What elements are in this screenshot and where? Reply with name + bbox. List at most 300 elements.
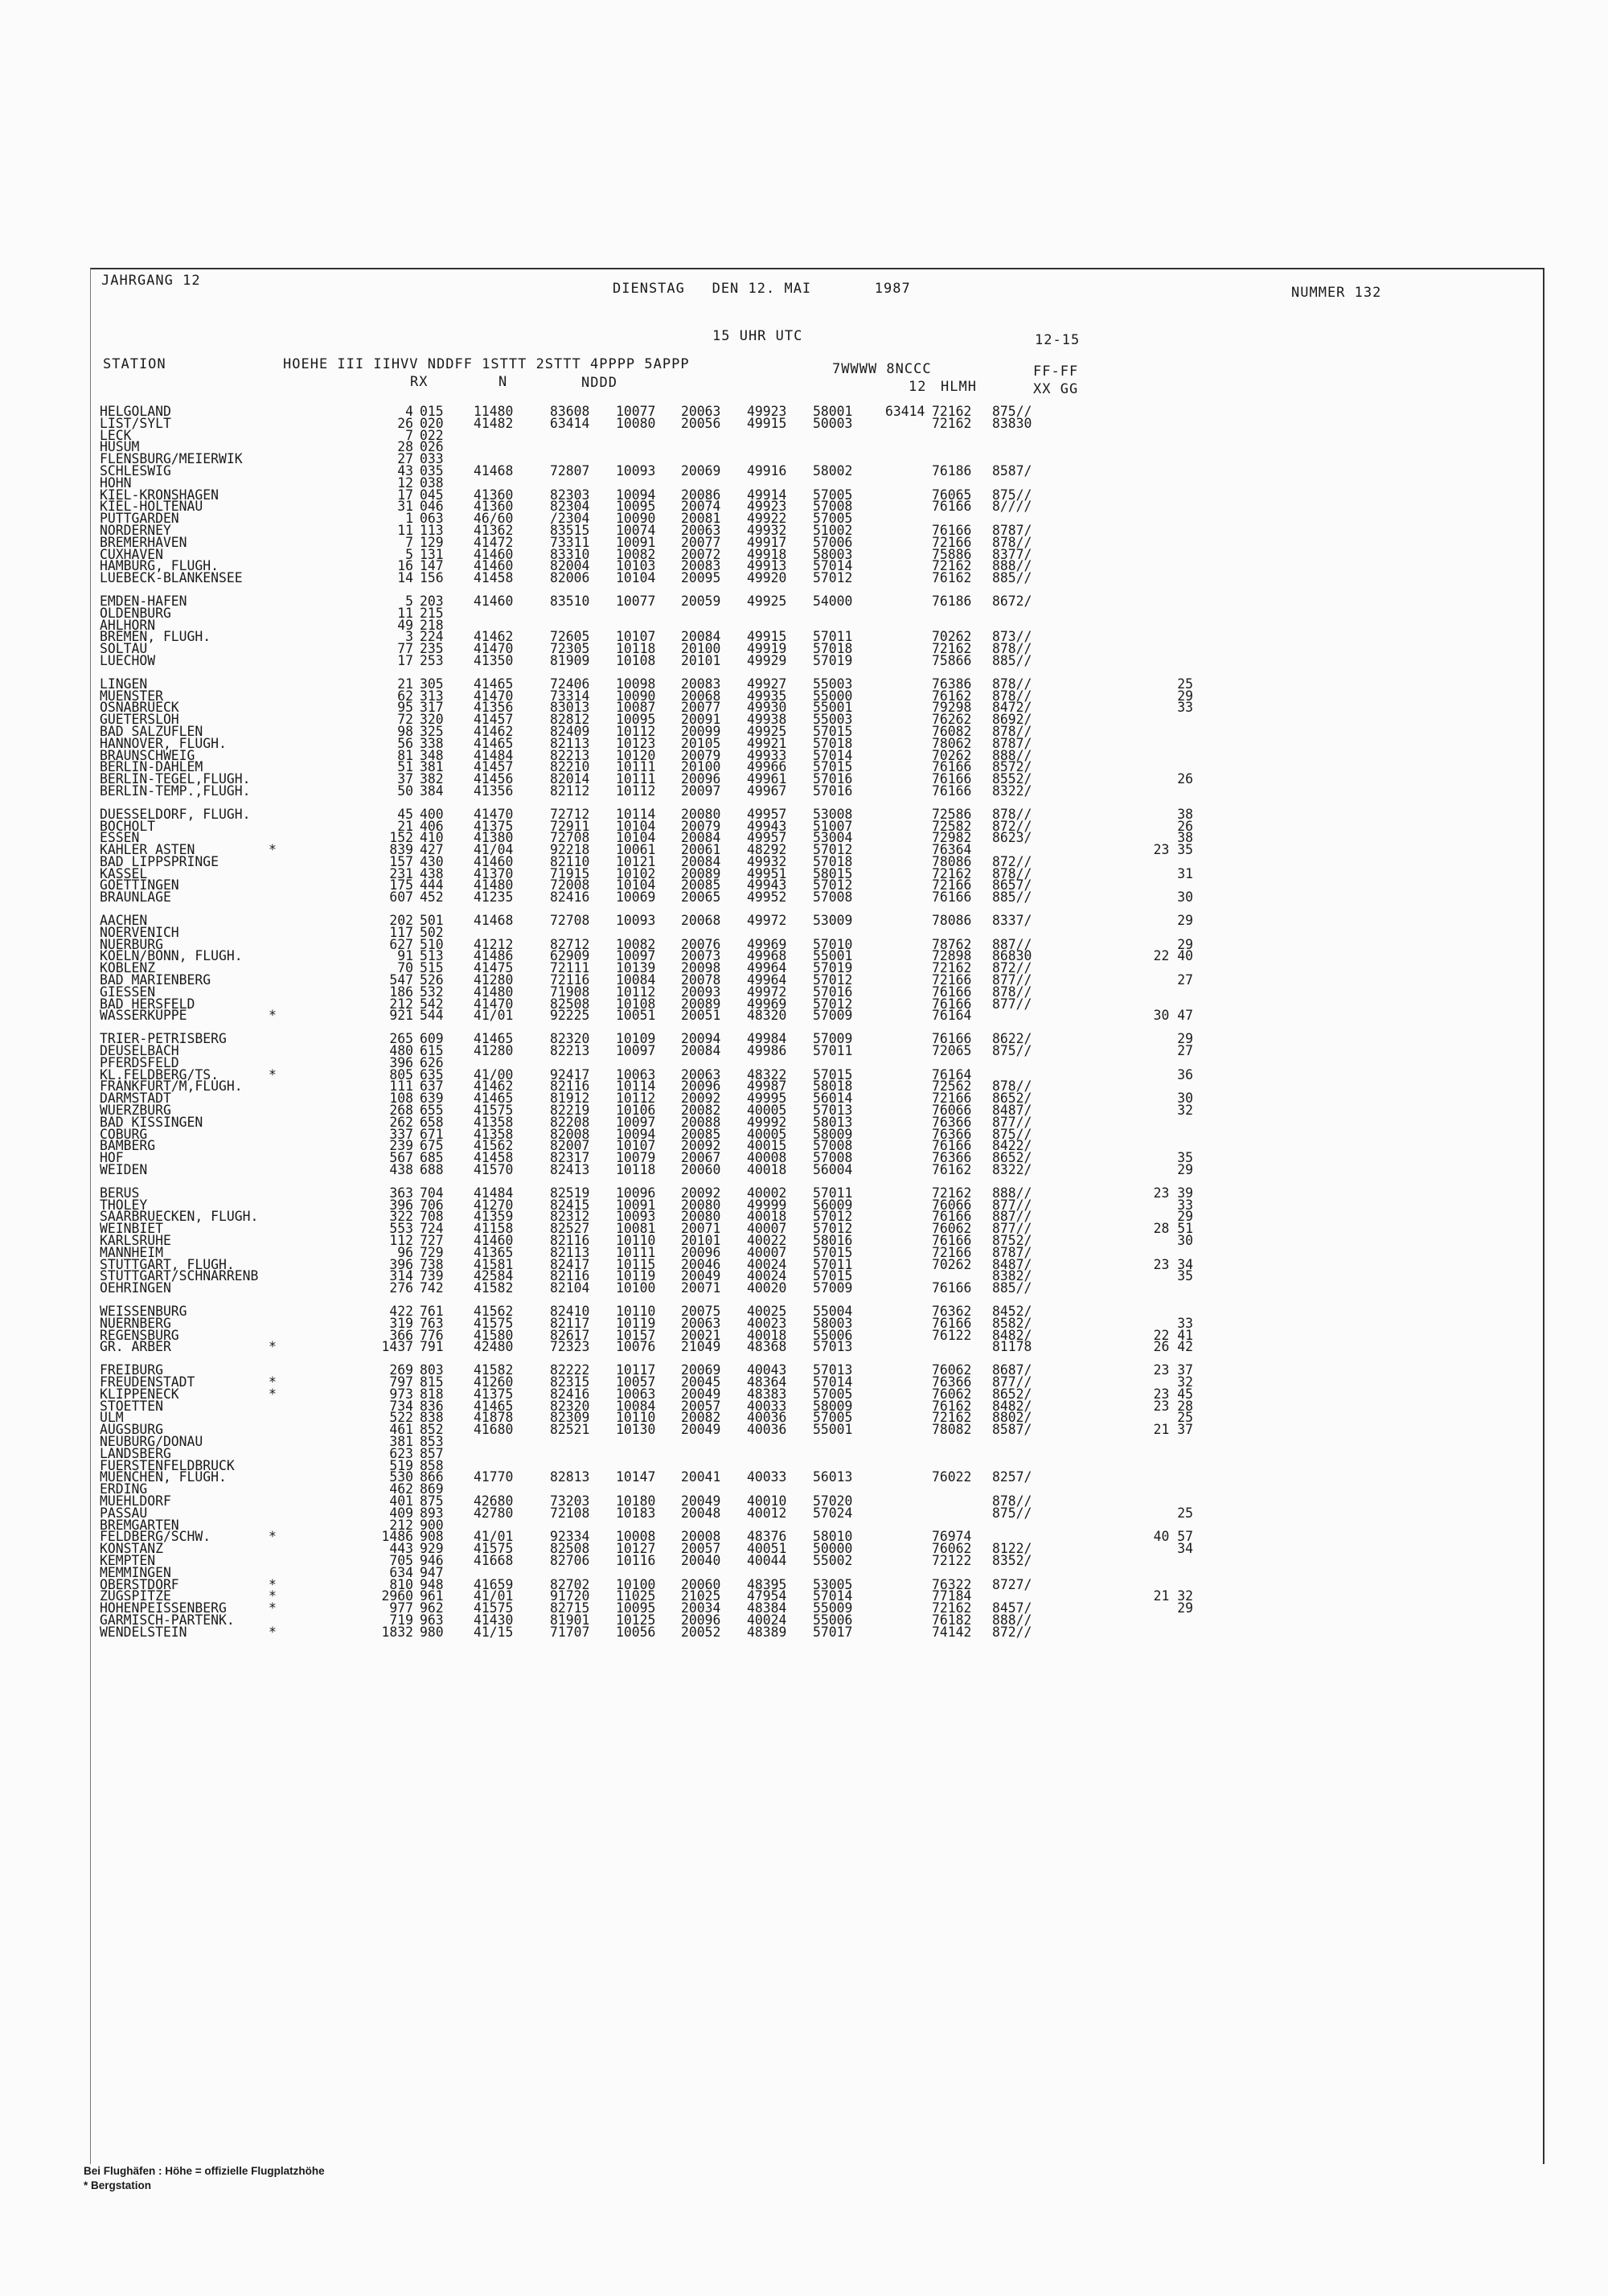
height-value: 77 xyxy=(397,641,413,657)
code-group: 57014 xyxy=(813,747,853,763)
code-group: 40005 xyxy=(747,1103,787,1119)
code-group: 82715 xyxy=(550,1600,590,1616)
code-group: 42480 xyxy=(474,1339,514,1355)
code-group: 41878 xyxy=(474,1410,514,1426)
code-group: 10090 xyxy=(616,688,656,704)
code-group: 57017 xyxy=(813,1624,853,1640)
code-group: 961 xyxy=(420,1588,444,1604)
code-group: 92225 xyxy=(550,1008,590,1024)
code-group: 885// xyxy=(992,1280,1032,1296)
code-group: 72166 xyxy=(932,972,972,988)
code-group: 761 xyxy=(420,1303,444,1319)
code-group: 305 xyxy=(420,676,444,692)
code-group: 41575 xyxy=(474,1600,514,1616)
code-group: 615 xyxy=(420,1043,444,1059)
code-group: 76186 xyxy=(932,462,972,479)
code-group: 56013 xyxy=(813,1469,853,1485)
height-value: 5 xyxy=(405,546,413,562)
station-name: HAMBURG, FLUGH. xyxy=(100,558,219,574)
code-group: 76162 xyxy=(932,688,972,704)
col-nddd: NDDD xyxy=(581,375,617,391)
gust-value: 21 37 xyxy=(1153,1422,1193,1438)
code-group: 82320 xyxy=(550,1398,590,1414)
code-group: 10081 xyxy=(616,1221,656,1237)
height-value: 396 xyxy=(389,1054,413,1070)
station-name: THOLEY xyxy=(100,1197,148,1213)
code-group: 55003 xyxy=(813,712,853,728)
code-group: 41/15 xyxy=(474,1624,514,1640)
code-group: 033 xyxy=(420,451,444,467)
gust-value: 35 xyxy=(1177,1268,1193,1284)
height-value: 51 xyxy=(397,759,413,775)
gust-value: 32 xyxy=(1177,1103,1193,1119)
code-group: 20096 xyxy=(681,771,721,787)
code-group: 57008 xyxy=(813,499,853,515)
gust-value: 26 xyxy=(1177,818,1193,834)
code-group: 444 xyxy=(420,877,444,893)
code-group: 76062 xyxy=(932,1386,972,1402)
station-name: HOHENPEISSENBERG xyxy=(100,1600,227,1616)
code-group: 48384 xyxy=(747,1600,787,1616)
code-group: 41158 xyxy=(474,1221,514,1237)
station-name: GOETTINGEN xyxy=(100,877,179,893)
code-group: 739 xyxy=(420,1268,444,1284)
code-group: 82222 xyxy=(550,1362,590,1378)
code-group: 41472 xyxy=(474,534,514,550)
code-group: 40024 xyxy=(747,1268,787,1284)
code-group: 41350 xyxy=(474,652,514,668)
code-group: 57024 xyxy=(813,1505,853,1521)
code-group: 20091 xyxy=(681,712,721,728)
col-gusts: FF-FF xyxy=(1033,363,1079,380)
code-group: 41460 xyxy=(474,546,514,562)
station-name: KONSTANZ xyxy=(100,1541,163,1557)
code-group: 526 xyxy=(420,972,444,988)
code-group: 875 xyxy=(420,1493,444,1509)
code-group: 75866 xyxy=(932,652,972,668)
code-group: 49968 xyxy=(747,948,787,964)
code-group: 82004 xyxy=(550,558,590,574)
height-value: 1486 xyxy=(381,1529,413,1545)
code-group: 962 xyxy=(420,1600,444,1616)
code-group: 51007 xyxy=(813,818,853,834)
code-group: 8472/ xyxy=(992,700,1032,716)
station-name: BERLIN-TEGEL,FLUGH. xyxy=(100,771,251,787)
station-name: BAD SALZUFLEN xyxy=(100,723,203,739)
code-group: 035 xyxy=(420,462,444,479)
code-group: 72323 xyxy=(550,1339,590,1355)
code-group: 10082 xyxy=(616,546,656,562)
station-name: FREIBURG xyxy=(100,1362,163,1378)
code-group: 776 xyxy=(420,1327,444,1343)
code-group: 888// xyxy=(992,747,1032,763)
height-value: 157 xyxy=(389,853,413,869)
code-group: 75886 xyxy=(932,546,972,562)
station-name: OLDENBURG xyxy=(100,605,171,621)
code-group: 20083 xyxy=(681,558,721,574)
height-value: 21 xyxy=(397,818,413,834)
height-value: 363 xyxy=(389,1185,413,1201)
station-name: BERLIN-DAHLEM xyxy=(100,759,203,775)
code-group: 49938 xyxy=(747,712,787,728)
height-value: 401 xyxy=(389,1493,413,1509)
code-group: 76974 xyxy=(932,1529,972,1545)
code-group: 57012 xyxy=(813,570,853,586)
code-group: 76166 xyxy=(932,1209,972,1225)
code-group: /2304 xyxy=(550,511,590,527)
code-group: 41462 xyxy=(474,629,514,645)
gust-value: 26 42 xyxy=(1153,1339,1193,1355)
station-name: KL.FELDBERG/TS. xyxy=(100,1066,219,1082)
code-group: 82410 xyxy=(550,1303,590,1319)
code-group: 72162 xyxy=(932,1410,972,1426)
gust-value: 34 xyxy=(1177,1541,1193,1557)
code-group: 41562 xyxy=(474,1303,514,1319)
station-name: DUESSELDORF, FLUGH. xyxy=(100,806,251,822)
code-group: 502 xyxy=(420,924,444,940)
code-group: 72162 xyxy=(932,1185,972,1201)
code-group: 41260 xyxy=(474,1374,514,1390)
code-group: 57015 xyxy=(813,1244,853,1260)
code-group: 857 xyxy=(420,1445,444,1461)
code-group: 51002 xyxy=(813,522,853,538)
code-group: 40025 xyxy=(747,1303,787,1319)
code-group: 49918 xyxy=(747,546,787,562)
code-group: 40044 xyxy=(747,1552,787,1568)
code-group: 76166 xyxy=(932,522,972,538)
code-group: 8652/ xyxy=(992,1090,1032,1107)
code-group: 20080 xyxy=(681,806,721,822)
code-group: 82116 xyxy=(550,1233,590,1248)
code-group: 10104 xyxy=(616,877,656,893)
code-group: 872// xyxy=(992,960,1032,976)
code-group: 41465 xyxy=(474,1398,514,1414)
code-group: 317 xyxy=(420,700,444,716)
code-group: 49969 xyxy=(747,936,787,952)
code-group: 72305 xyxy=(550,641,590,657)
gust-value: 30 47 xyxy=(1153,1008,1193,1024)
code-group: 320 xyxy=(420,712,444,728)
station-name: HANNOVER, FLUGH. xyxy=(100,735,227,751)
code-group: 10116 xyxy=(616,1552,656,1568)
station-name: BREMGARTEN xyxy=(100,1517,179,1533)
height-value: 28 xyxy=(397,439,413,455)
station-name: BOCHOLT xyxy=(100,818,156,834)
code-group: 82110 xyxy=(550,853,590,869)
code-group: 57005 xyxy=(813,487,853,503)
code-group: 40010 xyxy=(747,1493,787,1509)
code-group: 82508 xyxy=(550,996,590,1012)
code-group: 10114 xyxy=(616,1078,656,1095)
code-group: 92334 xyxy=(550,1529,590,1545)
code-group: 20068 xyxy=(681,913,721,929)
code-group: 76166 xyxy=(932,782,972,799)
code-group: 48364 xyxy=(747,1374,787,1390)
code-group: 56014 xyxy=(813,1090,853,1107)
code-group: 55002 xyxy=(813,1552,853,1568)
code-group: 41462 xyxy=(474,1078,514,1095)
code-group: 82315 xyxy=(550,1374,590,1390)
height-value: 31 xyxy=(397,499,413,515)
code-group: 10110 xyxy=(616,1303,656,1319)
height-value: 96 xyxy=(397,1244,413,1260)
code-group: 81909 xyxy=(550,652,590,668)
code-group: 20049 xyxy=(681,1493,721,1509)
height-value: 797 xyxy=(389,1374,413,1390)
code-group: 947 xyxy=(420,1564,444,1580)
code-group: 704 xyxy=(420,1185,444,1201)
code-group: 20101 xyxy=(681,1233,721,1248)
code-group: 76186 xyxy=(932,593,972,609)
code-group: 10095 xyxy=(616,712,656,728)
code-group: 49935 xyxy=(747,688,787,704)
code-group: 82014 xyxy=(550,771,590,787)
code-group: 878// xyxy=(992,1078,1032,1095)
mountain-marker: * xyxy=(269,1374,277,1390)
code-group: 41575 xyxy=(474,1315,514,1331)
code-group: 20082 xyxy=(681,1103,721,1119)
code-group: 49992 xyxy=(747,1114,787,1130)
code-group: 82006 xyxy=(550,570,590,586)
code-group: 83515 xyxy=(550,522,590,538)
code-group: 10127 xyxy=(616,1541,656,1557)
code-group: 542 xyxy=(420,996,444,1012)
jahrgang: JAHRGANG 12 xyxy=(101,273,201,289)
code-group: 10100 xyxy=(616,1576,656,1592)
height-value: 7 xyxy=(405,427,413,443)
code-group: 20049 xyxy=(681,1386,721,1402)
height-value: 519 xyxy=(389,1457,413,1473)
station-name: BERUS xyxy=(100,1185,140,1201)
code-group: 20072 xyxy=(681,546,721,562)
code-group: 55001 xyxy=(813,1422,853,1438)
code-group: 57009 xyxy=(813,1031,853,1047)
code-group: 40002 xyxy=(747,1185,787,1201)
code-group: 20088 xyxy=(681,1114,721,1130)
code-group: 8672/ xyxy=(992,593,1032,609)
col-xxgg: XX GG xyxy=(1033,381,1079,397)
code-group: 82521 xyxy=(550,1422,590,1438)
code-group: 81178 xyxy=(992,1339,1032,1355)
code-group: 8487/ xyxy=(992,1103,1032,1119)
code-group: 72586 xyxy=(932,806,972,822)
code-group: 10147 xyxy=(616,1469,656,1485)
code-group: 10118 xyxy=(616,1162,656,1178)
code-group: 40018 xyxy=(747,1209,787,1225)
code-group: 20080 xyxy=(681,1209,721,1225)
code-group: 020 xyxy=(420,415,444,431)
gust-value: 29 xyxy=(1177,936,1193,952)
code-group: 348 xyxy=(420,747,444,763)
code-group: 156 xyxy=(420,570,444,586)
code-group: 41581 xyxy=(474,1256,514,1272)
gust-value: 26 xyxy=(1177,771,1193,787)
height-value: 26 xyxy=(397,415,413,431)
station-name: MUEHLDORF xyxy=(100,1493,171,1509)
height-value: 111 xyxy=(389,1078,413,1095)
mountain-marker: * xyxy=(269,1008,277,1024)
code-group: 20085 xyxy=(681,877,721,893)
code-group: 41358 xyxy=(474,1126,514,1142)
code-group: 20057 xyxy=(681,1398,721,1414)
code-group: 71707 xyxy=(550,1624,590,1640)
height-value: 461 xyxy=(389,1422,413,1438)
code-group: 41458 xyxy=(474,570,514,586)
code-group: 57014 xyxy=(813,558,853,574)
code-group: 50000 xyxy=(813,1541,853,1557)
code-group: 76066 xyxy=(932,1197,972,1213)
code-group: 20063 xyxy=(681,1066,721,1082)
height-value: 366 xyxy=(389,1327,413,1343)
code-group: 10063 xyxy=(616,1066,656,1082)
code-group: 49964 xyxy=(747,960,787,976)
station-name: FRANKFURT/M,FLUGH. xyxy=(100,1078,243,1095)
height-value: 43 xyxy=(397,462,413,479)
code-group: 235 xyxy=(420,641,444,657)
code-group: 73311 xyxy=(550,534,590,550)
gust-value: 29 xyxy=(1177,1600,1193,1616)
code-group: 76062 xyxy=(932,1541,972,1557)
station-name: KOELN/BONN, FLUGH. xyxy=(100,948,243,964)
station-name: GARMISCH-PARTENK. xyxy=(100,1612,235,1628)
height-value: 62 xyxy=(397,688,413,704)
gust-value: 36 xyxy=(1177,1066,1193,1082)
code-group: 8752/ xyxy=(992,1233,1032,1248)
code-group: 57011 xyxy=(813,1043,853,1059)
code-group: 81901 xyxy=(550,1612,590,1628)
height-value: 314 xyxy=(389,1268,413,1284)
code-group: 452 xyxy=(420,889,444,906)
code-group: 41580 xyxy=(474,1327,514,1343)
code-group: 92417 xyxy=(550,1066,590,1082)
station-name: BAD HERSFELD xyxy=(100,996,195,1012)
code-group: 41280 xyxy=(474,972,514,988)
code-group: 10093 xyxy=(616,1209,656,1225)
code-group: 40008 xyxy=(747,1150,787,1166)
code-group: 82706 xyxy=(550,1552,590,1568)
code-group: 20084 xyxy=(681,830,721,846)
code-group: 76122 xyxy=(932,1327,972,1343)
code-group: 78086 xyxy=(932,913,972,929)
code-group: 76366 xyxy=(932,1374,972,1390)
code-group: 55001 xyxy=(813,948,853,964)
code-group: 82519 xyxy=(550,1185,590,1201)
code-group: 866 xyxy=(420,1469,444,1485)
code-group: 49929 xyxy=(747,652,787,668)
height-value: 17 xyxy=(397,487,413,503)
code-group: 78086 xyxy=(932,853,972,869)
code-group: 76062 xyxy=(932,1362,972,1378)
code-group: 20073 xyxy=(681,948,721,964)
table-row xyxy=(100,570,1064,586)
code-group: 20078 xyxy=(681,972,721,988)
gust-value: 25 xyxy=(1177,676,1193,692)
code-group: 637 xyxy=(420,1078,444,1095)
code-group: 41430 xyxy=(474,1612,514,1628)
code-group: 10061 xyxy=(616,842,656,858)
code-group: 57012 xyxy=(813,996,853,1012)
code-group: 10130 xyxy=(616,1422,656,1438)
code-group: 8623/ xyxy=(992,830,1032,846)
code-group: 873// xyxy=(992,629,1032,645)
code-group: 49925 xyxy=(747,593,787,609)
code-group: 10082 xyxy=(616,936,656,952)
station-name: BAD LIPPSPRINGE xyxy=(100,853,219,869)
report-date: DIENSTAG DEN 12. MAI 1987 xyxy=(613,281,911,297)
code-group: 513 xyxy=(420,948,444,964)
code-group: 742 xyxy=(420,1280,444,1296)
code-group: 41356 xyxy=(474,782,514,799)
code-group: 791 xyxy=(420,1339,444,1355)
code-group: 57009 xyxy=(813,1008,853,1024)
code-group: 427 xyxy=(420,842,444,858)
code-group: 10100 xyxy=(616,1280,656,1296)
code-group: 406 xyxy=(420,818,444,834)
code-group: 20096 xyxy=(681,1612,721,1628)
code-group: 57005 xyxy=(813,1386,853,1402)
code-group: 10180 xyxy=(616,1493,656,1509)
height-value: 705 xyxy=(389,1552,413,1568)
code-group: 878// xyxy=(992,641,1032,657)
code-group: 878// xyxy=(992,676,1032,692)
code-group: 55009 xyxy=(813,1600,853,1616)
height-value: 12 xyxy=(397,474,413,491)
table-row xyxy=(100,1162,1193,1178)
code-group: 878// xyxy=(992,806,1032,822)
code-group: 8//// xyxy=(992,499,1032,515)
gust-value: 29 xyxy=(1177,1031,1193,1047)
code-group: 10095 xyxy=(616,499,656,515)
station-name: STOETTEN xyxy=(100,1398,163,1414)
station-name: KLIPPENECK xyxy=(100,1386,179,1402)
code-group: 10107 xyxy=(616,1138,656,1154)
height-value: 45 xyxy=(397,806,413,822)
code-group: 41460 xyxy=(474,593,514,609)
col-weather: 7WWWW 8NCCC xyxy=(832,361,932,377)
code-group: 20051 xyxy=(681,1008,721,1024)
code-group: 41770 xyxy=(474,1469,514,1485)
code-group: 41362 xyxy=(474,522,514,538)
code-group: 40020 xyxy=(747,1280,787,1296)
code-group: 49952 xyxy=(747,889,787,906)
code-group: 58013 xyxy=(813,1114,853,1130)
code-group: 72162 xyxy=(932,1600,972,1616)
code-group: 41562 xyxy=(474,1138,514,1154)
mountain-marker: * xyxy=(269,1588,277,1604)
code-group: 57005 xyxy=(813,1410,853,1426)
code-group: 49932 xyxy=(747,522,787,538)
code-group: 72166 xyxy=(932,877,972,893)
height-value: 634 xyxy=(389,1564,413,1580)
code-group: 8337/ xyxy=(992,913,1032,929)
code-group: 49986 xyxy=(747,1043,787,1059)
gust-value: 23 28 xyxy=(1153,1398,1193,1414)
code-group: 82712 xyxy=(550,936,590,952)
code-group: 885// xyxy=(992,570,1032,586)
code-group: 40051 xyxy=(747,1541,787,1557)
col-codes: HOEHE III IIHVV NDDFF 1STTT 2STTT 4PPPP 5APPP xyxy=(283,356,690,372)
code-group: 82416 xyxy=(550,1386,590,1402)
code-group: 58016 xyxy=(813,1233,853,1248)
code-group: 20082 xyxy=(681,1410,721,1426)
code-group: 963 xyxy=(420,1612,444,1628)
code-group: 20065 xyxy=(681,889,721,906)
gust-value: 25 xyxy=(1177,1505,1193,1521)
code-group: 708 xyxy=(420,1209,444,1225)
code-group: 57019 xyxy=(813,652,853,668)
height-value: 381 xyxy=(389,1433,413,1449)
code-group: 10104 xyxy=(616,830,656,846)
